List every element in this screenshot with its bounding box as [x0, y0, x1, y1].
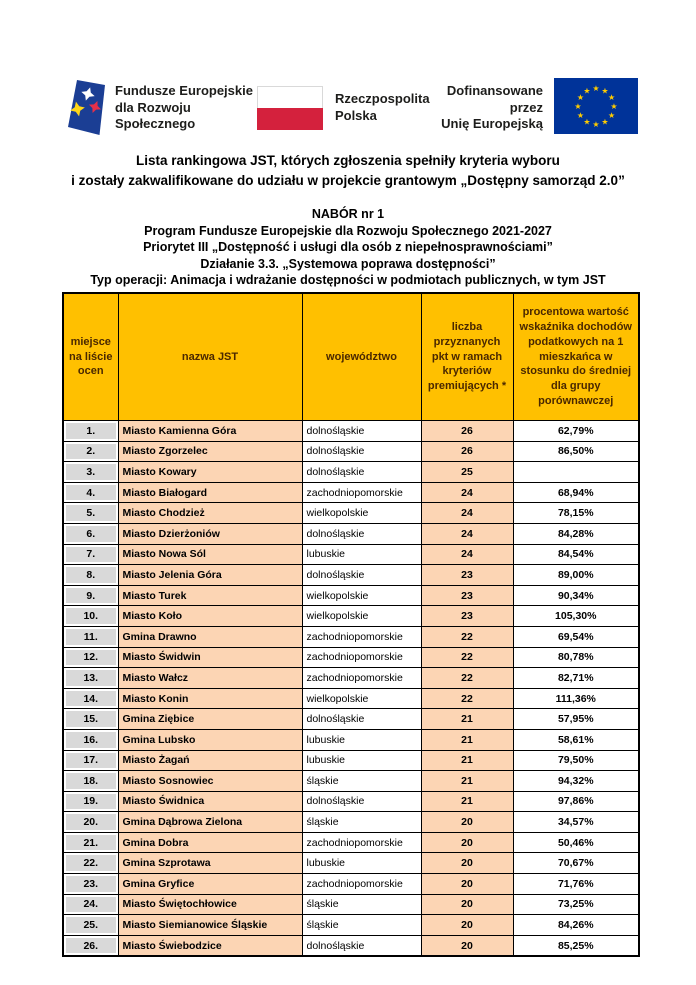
- cell-rank: 6.: [63, 523, 118, 544]
- svg-text:★: ★: [576, 92, 584, 102]
- cell-points: 21: [421, 709, 513, 730]
- table-row: [63, 421, 639, 442]
- cell-points: 20: [421, 832, 513, 853]
- cell-voivodeship: śląskie: [302, 894, 421, 915]
- cell-name: Miasto Chodzież: [118, 503, 302, 524]
- cell-voivodeship: wielkopolskie: [302, 688, 421, 709]
- cell-name: Gmina Lubsko: [118, 729, 302, 750]
- cell-rank: 24.: [63, 894, 118, 915]
- cell-percentage: 90,34%: [513, 585, 639, 606]
- svg-text:★: ★: [574, 101, 582, 111]
- eu-funds-logo: [68, 77, 257, 140]
- cell-rank: 2.: [63, 441, 118, 462]
- svg-text:★: ★: [576, 110, 584, 120]
- table-row: [63, 606, 639, 627]
- program-details: [20, 206, 676, 289]
- program-call-number: NABÓR nr 1: [311, 207, 385, 221]
- cell-points: 22: [421, 688, 513, 709]
- cell-percentage: 86,50%: [513, 441, 639, 462]
- program-measure: Działanie 3.3. „Systemowa poprawa dostępności”: [200, 256, 496, 271]
- eu-funds-flag-icon: [68, 77, 105, 140]
- svg-text:★: ★: [601, 117, 609, 127]
- table-row: [63, 935, 639, 956]
- cell-name: Miasto Świdwin: [118, 647, 302, 668]
- cell-name: Gmina Drawno: [118, 626, 302, 647]
- cell-name: Miasto Świebodzice: [118, 935, 302, 956]
- cell-points: 24: [421, 544, 513, 565]
- cell-points: 23: [421, 585, 513, 606]
- cell-percentage: 94,32%: [513, 771, 639, 792]
- cell-name: Miasto Świętochłowice: [118, 894, 302, 915]
- cell-rank: 20.: [63, 812, 118, 833]
- cell-points: 24: [421, 482, 513, 503]
- cell-rank: 16.: [63, 729, 118, 750]
- cell-percentage: 82,71%: [513, 668, 639, 689]
- cell-name: Gmina Szprotawa: [118, 853, 302, 874]
- program-operation-type: Typ operacji: Animacja i wdrażanie dostępności w podmiotach publicznych, w tym JST: [90, 273, 606, 287]
- cell-name: Miasto Nowa Sól: [118, 544, 302, 565]
- cell-name: Miasto Konin: [118, 688, 302, 709]
- poland-logo-label: Rzeczpospolita Polska: [334, 91, 430, 123]
- svg-text:★: ★: [608, 92, 616, 102]
- cell-voivodeship: lubuskie: [302, 750, 421, 771]
- funding-logos-bar: [68, 74, 638, 142]
- cell-percentage: 62,79%: [513, 421, 639, 442]
- eu-flag-icon: [554, 78, 638, 139]
- cell-name: Miasto Turek: [118, 585, 302, 606]
- cell-voivodeship: dolnośląskie: [302, 935, 421, 956]
- cell-points: 21: [421, 729, 513, 750]
- svg-text:★: ★: [608, 110, 616, 120]
- cell-percentage: 57,95%: [513, 709, 639, 730]
- ranking-table-header: [63, 293, 639, 421]
- table-row: [63, 874, 639, 895]
- cell-rank: 11.: [63, 626, 118, 647]
- cell-rank: 25.: [63, 915, 118, 936]
- cell-voivodeship: zachodniopomorskie: [302, 832, 421, 853]
- cell-rank: 22.: [63, 853, 118, 874]
- cell-points: 20: [421, 915, 513, 936]
- cell-points: 20: [421, 935, 513, 956]
- program-name: Program Fundusze Europejskie dla Rozwoju Społecznego 2021-2027: [144, 223, 552, 238]
- cell-percentage: 73,25%: [513, 894, 639, 915]
- cell-percentage: 69,54%: [513, 626, 639, 647]
- cell-name: Miasto Kowary: [118, 462, 302, 483]
- cell-points: 20: [421, 874, 513, 895]
- ranking-table-body: [63, 421, 639, 957]
- cell-percentage: 84,28%: [513, 523, 639, 544]
- cell-voivodeship: dolnośląskie: [302, 791, 421, 812]
- cell-name: Gmina Dąbrowa Zielona: [118, 812, 302, 833]
- cell-points: 22: [421, 668, 513, 689]
- cell-name: Miasto Zgorzelec: [118, 441, 302, 462]
- table-row: [63, 503, 639, 524]
- cell-rank: 8.: [63, 565, 118, 586]
- cell-voivodeship: dolnośląskie: [302, 523, 421, 544]
- cell-rank: 17.: [63, 750, 118, 771]
- cell-name: Miasto Wałcz: [118, 668, 302, 689]
- table-row: [63, 688, 639, 709]
- cell-voivodeship: zachodniopomorskie: [302, 482, 421, 503]
- table-row: [63, 482, 639, 503]
- cell-name: Gmina Dobra: [118, 832, 302, 853]
- cell-name: Miasto Białogard: [118, 482, 302, 503]
- column-header-points: liczba przyznanych pkt w ramach kryteriów premiujących *: [421, 293, 513, 421]
- cell-voivodeship: wielkopolskie: [302, 606, 421, 627]
- cell-points: 26: [421, 441, 513, 462]
- cell-points: 23: [421, 606, 513, 627]
- cell-percentage: 84,26%: [513, 915, 639, 936]
- cell-percentage: 80,78%: [513, 647, 639, 668]
- cell-name: Miasto Jelenia Góra: [118, 565, 302, 586]
- svg-text:★: ★: [583, 117, 591, 127]
- cell-voivodeship: wielkopolskie: [302, 503, 421, 524]
- cell-voivodeship: wielkopolskie: [302, 585, 421, 606]
- cell-rank: 1.: [63, 421, 118, 442]
- cell-rank: 23.: [63, 874, 118, 895]
- eu-funding-logo: [430, 78, 638, 139]
- cell-name: Miasto Sosnowiec: [118, 771, 302, 792]
- cell-points: 20: [421, 812, 513, 833]
- table-row: [63, 915, 639, 936]
- eu-funding-logo-label: Dofinansowane przez Unię Europejską: [441, 82, 543, 132]
- table-row: [63, 729, 639, 750]
- cell-rank: 12.: [63, 647, 118, 668]
- cell-percentage: 111,36%: [513, 688, 639, 709]
- poland-logo: [257, 86, 430, 130]
- cell-percentage: 71,76%: [513, 874, 639, 895]
- ranking-table: [62, 292, 640, 957]
- cell-name: Miasto Siemianowice Śląskie: [118, 915, 302, 936]
- cell-points: 24: [421, 523, 513, 544]
- cell-points: 21: [421, 771, 513, 792]
- poland-flag-icon: [257, 86, 323, 130]
- cell-percentage: 97,86%: [513, 791, 639, 812]
- cell-name: Miasto Świdnica: [118, 791, 302, 812]
- column-header-name: nazwa JST: [118, 293, 302, 421]
- cell-voivodeship: dolnośląskie: [302, 421, 421, 442]
- svg-text:★: ★: [592, 119, 600, 129]
- cell-voivodeship: dolnośląskie: [302, 462, 421, 483]
- cell-voivodeship: śląskie: [302, 915, 421, 936]
- cell-rank: 5.: [63, 503, 118, 524]
- cell-percentage: 79,50%: [513, 750, 639, 771]
- cell-name: Miasto Dzierżoniów: [118, 523, 302, 544]
- cell-rank: 21.: [63, 832, 118, 853]
- cell-rank: 14.: [63, 688, 118, 709]
- cell-points: 21: [421, 750, 513, 771]
- cell-name: Gmina Ziębice: [118, 709, 302, 730]
- cell-percentage: 105,30%: [513, 606, 639, 627]
- cell-voivodeship: śląskie: [302, 771, 421, 792]
- cell-rank: 9.: [63, 585, 118, 606]
- cell-points: 23: [421, 565, 513, 586]
- table-row: [63, 668, 639, 689]
- table-row: [63, 894, 639, 915]
- cell-rank: 10.: [63, 606, 118, 627]
- svg-text:★: ★: [592, 83, 600, 93]
- table-row: [63, 523, 639, 544]
- svg-text:★: ★: [601, 85, 609, 95]
- table-row: [63, 853, 639, 874]
- cell-voivodeship: dolnośląskie: [302, 441, 421, 462]
- cell-percentage: 89,00%: [513, 565, 639, 586]
- cell-percentage: 34,57%: [513, 812, 639, 833]
- eu-funds-logo-label: Fundusze Europejskie dla Rozwoju Społecznego: [115, 82, 253, 132]
- document-title: [20, 151, 676, 190]
- column-header-percentage: procentowa wartość wskaźnika dochodów podatkowych na 1 mieszkańca w stosunku do średniej dla grupy porównawczej: [513, 293, 639, 421]
- title-line-1: Lista rankingowa JST, których zgłoszenia spełniły kryteria wyboru: [136, 153, 560, 168]
- cell-rank: 18.: [63, 771, 118, 792]
- column-header-voivodeship: województwo: [302, 293, 421, 421]
- cell-rank: 13.: [63, 668, 118, 689]
- cell-percentage: 78,15%: [513, 503, 639, 524]
- table-row: [63, 647, 639, 668]
- cell-name: Miasto Żagań: [118, 750, 302, 771]
- cell-points: 26: [421, 421, 513, 442]
- column-header-rank: miejsce na liście ocen: [63, 293, 118, 421]
- cell-points: 22: [421, 647, 513, 668]
- cell-rank: 3.: [63, 462, 118, 483]
- cell-name: Gmina Gryfice: [118, 874, 302, 895]
- cell-points: 20: [421, 853, 513, 874]
- cell-voivodeship: dolnośląskie: [302, 709, 421, 730]
- table-row: [63, 791, 639, 812]
- table-row: [63, 441, 639, 462]
- cell-points: 20: [421, 894, 513, 915]
- cell-rank: 7.: [63, 544, 118, 565]
- cell-percentage: 84,54%: [513, 544, 639, 565]
- svg-text:★: ★: [610, 101, 618, 111]
- svg-text:★: ★: [583, 85, 591, 95]
- title-line-2: i zostały zakwalifikowane do udziału w projekcie grantowym „Dostępny samorząd 2.0”: [71, 172, 625, 188]
- cell-percentage: 50,46%: [513, 832, 639, 853]
- cell-points: 25: [421, 462, 513, 483]
- cell-voivodeship: zachodniopomorskie: [302, 874, 421, 895]
- cell-voivodeship: zachodniopomorskie: [302, 668, 421, 689]
- cell-rank: 4.: [63, 482, 118, 503]
- cell-voivodeship: zachodniopomorskie: [302, 647, 421, 668]
- table-row: [63, 585, 639, 606]
- table-row: [63, 462, 639, 483]
- cell-voivodeship: dolnośląskie: [302, 565, 421, 586]
- cell-rank: 19.: [63, 791, 118, 812]
- cell-points: 24: [421, 503, 513, 524]
- cell-percentage: 85,25%: [513, 935, 639, 956]
- cell-percentage: 58,61%: [513, 729, 639, 750]
- table-row: [63, 709, 639, 730]
- program-priority: Priorytet III „Dostępność i usługi dla osób z niepełnosprawnościami”: [143, 240, 553, 254]
- cell-name: Miasto Kamienna Góra: [118, 421, 302, 442]
- cell-percentage: 68,94%: [513, 482, 639, 503]
- cell-points: 22: [421, 626, 513, 647]
- cell-name: Miasto Koło: [118, 606, 302, 627]
- cell-voivodeship: lubuskie: [302, 544, 421, 565]
- table-row: [63, 832, 639, 853]
- table-row: [63, 771, 639, 792]
- cell-rank: 26.: [63, 935, 118, 956]
- cell-voivodeship: lubuskie: [302, 853, 421, 874]
- cell-points: 21: [421, 791, 513, 812]
- cell-voivodeship: zachodniopomorskie: [302, 626, 421, 647]
- table-row: [63, 750, 639, 771]
- table-row: [63, 812, 639, 833]
- cell-percentage: [513, 462, 639, 483]
- table-row: [63, 565, 639, 586]
- cell-percentage: 70,67%: [513, 853, 639, 874]
- cell-voivodeship: śląskie: [302, 812, 421, 833]
- cell-rank: 15.: [63, 709, 118, 730]
- cell-voivodeship: lubuskie: [302, 729, 421, 750]
- table-row: [63, 544, 639, 565]
- table-row: [63, 626, 639, 647]
